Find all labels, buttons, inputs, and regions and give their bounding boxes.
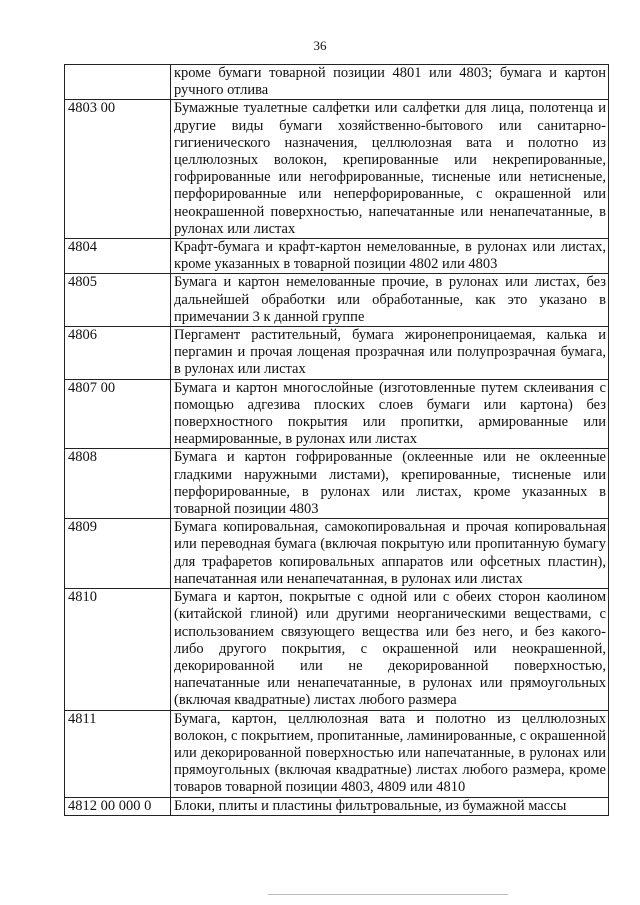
page-number: 36 [313,38,327,53]
tariff-code-cell: 4805 [65,274,171,327]
product-description-cell: Бумага, картон, целлюлозная вата и полотно из целлюлозных волокон, с покрытием, пропитанные, ламинированные, с окрашенной или декорированной поверхностью или напечатанные, в рулонах или прямоугольных (включая квадратные) листах любого размера, кроме товаров товарной позиции 4803, 4809 или 4810 [171,710,609,797]
product-description-cell: кроме бумаги товарной позиции 4801 или 4803; бумага и картон ручного отлива [171,65,609,100]
table-row [65,589,609,710]
product-description-cell: Блоки, плиты и пластины фильтровальные, из бумажной массы [171,797,609,815]
table-row [65,449,609,519]
tariff-code-cell: 4809 [65,519,171,589]
tariff-table [64,64,609,816]
tariff-code-cell: 4808 [65,449,171,519]
product-description-cell: Крафт-бумага и крафт-картон немелованные, в рулонах или листах, кроме указанных в товарной позиции 4802 или 4803 [171,239,609,274]
table-row [65,379,609,449]
table-row [65,710,609,797]
tariff-table-body [65,65,609,816]
product-description-cell: Бумага и картон, покрытые с одной или с обеих сторон каолином (китайской глиной) или другими неорганическими веществами, с использованием связующего вещества или без него, и без какого-либо другого покрытия, с окрашенной или неокрашенной, декорированной или не декорированной поверхностью, напечатанные или ненапечатанные, в рулонах или прямоугольных (включая квадратные) листах любого размера [171,589,609,710]
tariff-code-cell: 4811 [65,710,171,797]
product-description-cell: Бумага и картон немелованные прочие, в рулонах или листах, без дальнейшей обработки или обработанные, как это указано в примечании 3 к данной группе [171,274,609,327]
tariff-code-cell: 4803 00 [65,100,171,239]
tariff-code-cell: 4804 [65,239,171,274]
table-row [65,65,609,100]
tariff-code-cell: 4806 [65,327,171,380]
table-row [65,100,609,239]
tariff-code-cell: 4810 [65,589,171,710]
tariff-code-cell: 4812 00 000 0 [65,797,171,815]
tariff-code-cell: 4807 00 [65,379,171,449]
product-description-cell: Пергамент растительный, бумага жиронепроницаемая, калька и пергамин и прочая лощеная прозрачная или полупрозрачная бумага, в рулонах или листах [171,327,609,380]
product-description-cell: Бумага и картон многослойные (изготовленные путем склеивания с помощью адгезива плоских слоев бумаги или картона) без поверхностного покрытия или пропитки, армированные или неармированные, в рулонах или листах [171,379,609,449]
bottom-divider [268,894,508,895]
product-description-cell: Бумага копировальная, самокопировальная и прочая копировальная или переводная бумага (включая покрытую или пропитанную бумагу для трафаретов копировальных аппаратов или офсетных пластин), напечатанная или ненапечатанная, в рулонах или листах [171,519,609,589]
table-row [65,519,609,589]
table-row [65,274,609,327]
table-row [65,327,609,380]
table-row [65,797,609,815]
product-description-cell: Бумага и картон гофрированные (оклеенные или не оклеенные гладкими наружными листами), крепированные, тисненые или перфорированные, в рулонах или листах, кроме указанных в товарной позиции 4803 [171,449,609,519]
tariff-code-cell [65,65,171,100]
table-row [65,239,609,274]
product-description-cell: Бумажные туалетные салфетки или салфетки для лица, полотенца и другие виды бумаги хозяйственно-бытового или санитарно-гигиенического назначения, целлюлозная вата и полотно из целлюлозных волокон, крепированные или некрепированные, гофрированные или негофрированные, тисненые или нетисненые, перфорированные или неперфорированные, с окрашенной или неокрашенной поверхностью, напечатанные или ненапечатанные, в рулонах или листах [171,100,609,239]
